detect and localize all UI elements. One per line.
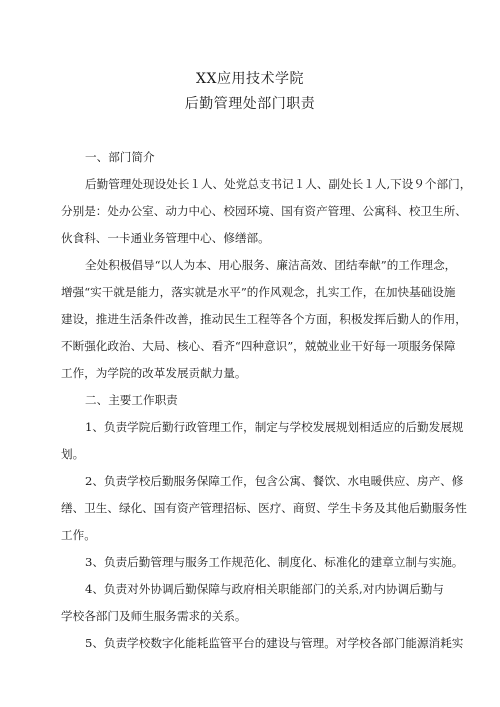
document-subtitle: 后勤管理处部门职责 xyxy=(184,96,316,112)
paragraph-line: 伙食科、一卡通业务管理中心、修缮部。 xyxy=(61,231,270,245)
section-heading: 二、主要工作职责 xyxy=(85,393,178,407)
paragraph-line: 建设，推进生活条件改善，推动民生工程等各个方面，积极发挥后勤人的作用， xyxy=(61,312,467,326)
paragraph-line: 学校各部门及师生服务需求的关系。 xyxy=(61,609,247,623)
paragraph-line: 不断强化政治、大局、核心、看齐“四种意识”，兢兢业业干好每一项服务保障 xyxy=(61,339,456,353)
paragraph-line: 工作，为学院的改革发展贡献力量。 xyxy=(61,366,247,380)
paragraph-line: 划。 xyxy=(61,447,85,461)
paragraph-line: 工作。 xyxy=(61,528,96,542)
paragraph-line: 1、负责学院后勤行政管理工作，制定与学校发展规划相适应的后勤发展规 xyxy=(85,420,464,434)
document-title: XX应用技术学院 xyxy=(196,71,304,87)
paragraph-line: 缮、卫生、绿化、国有资产管理招标、医疗、商贸、学生卡务及其他后勤服务性 xyxy=(61,501,467,515)
paragraph-line: 5、负责学校数字化能耗监管平台的建设与管理。对学校各部门能源消耗实 xyxy=(85,636,464,650)
paragraph-line: 3、负责后勤管理与服务工作规范化、制度化、标准化的建章立制与实施。 xyxy=(85,555,464,569)
paragraph-line: 全处积极倡导“以人为本、用心服务、廉洁高效、团结奉献”的工作理念， xyxy=(85,258,457,272)
paragraph-line: 增强“实干就是能力，落实就是水平”的作风观念，扎实工作，在加快基础设施 xyxy=(61,285,456,299)
paragraph-line: 2、负责学校后勤服务保障工作，包含公寓、餐饮、水电暖供应、房产、修 xyxy=(85,474,464,488)
section-heading: 一、部门简介 xyxy=(85,150,155,164)
paragraph-line: 分别是：处办公室、动力中心、校园环境、国有资产管理、公寓科、校卫生所、 xyxy=(61,204,467,218)
paragraph-line: 4、负责对外协调后勤保障与政府相关职能部门的关系,对内协调后勤与 xyxy=(85,582,444,596)
paragraph-line: 后勤管理处现设处长１人、处党总支书记１人、副处长１人,下设９个部门， xyxy=(85,177,472,191)
